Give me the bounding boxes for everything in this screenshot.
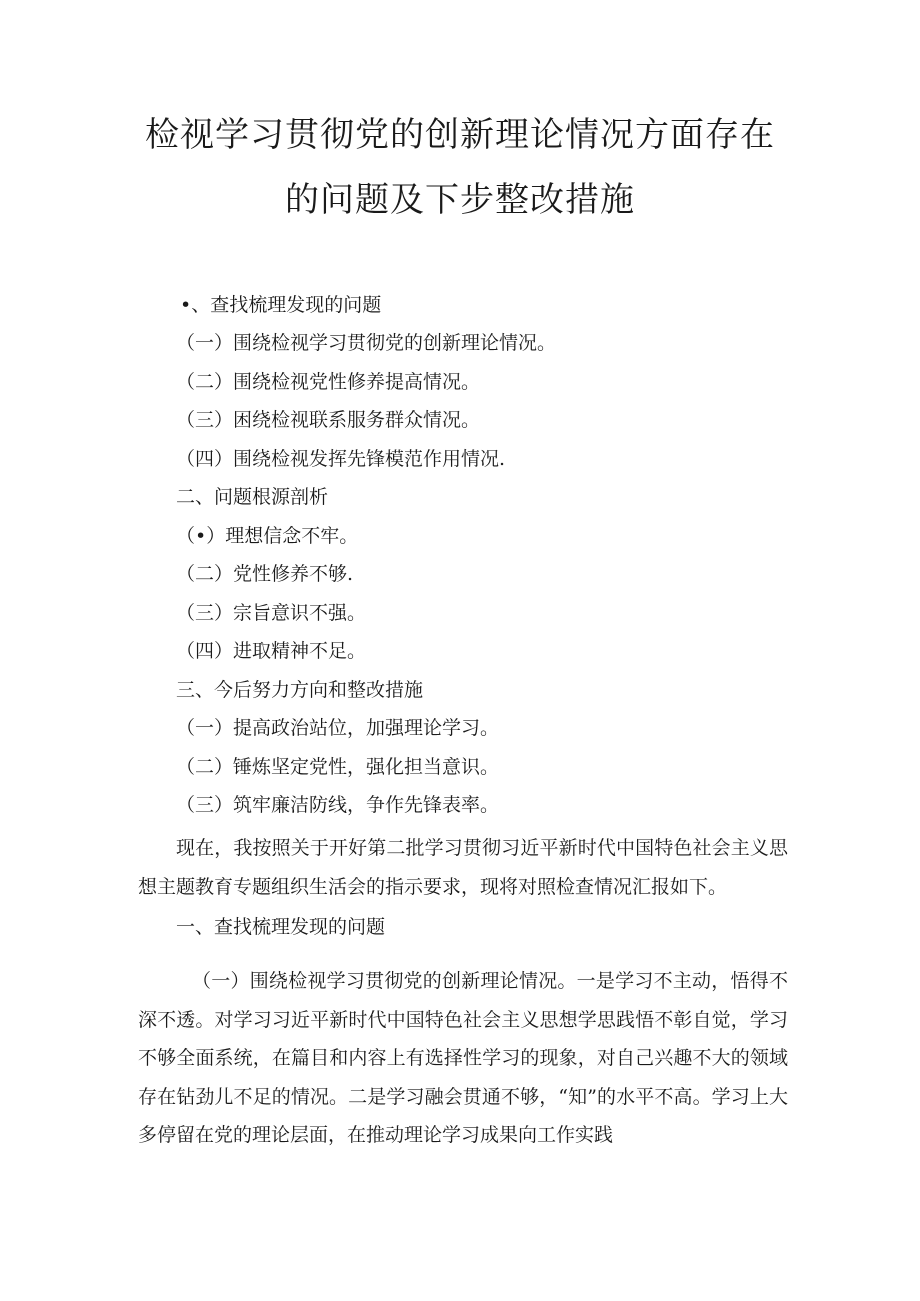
document-title-line-1: 检视学习贯彻党的创新理论情况方面存在 <box>145 115 775 155</box>
outline-heading-2: 二、问题根源剖析 <box>176 486 329 508</box>
outline-item-2-1: （•）理想信念不牢。 <box>176 525 359 547</box>
outline-item-1-4: （四）围绕检视发挥先锋模范作用情况. <box>176 448 506 470</box>
outline-item-3-3: （三）筑牢廉洁防线，争作先锋表率。 <box>176 794 500 816</box>
document-title-line-2: 的问题及下步整改措施 <box>285 180 635 220</box>
outline-heading-3: 三、今后努力方向和整改措施 <box>176 679 424 701</box>
outline-item-1-1: （一）围绕检视学习贯彻党的创新理论情况。 <box>176 332 557 354</box>
section-heading: 一、查找梳理发现的问题 <box>176 916 386 938</box>
intro-paragraph: 现在，我按照关于开好第二批学习贯彻习近平新时代中国特色社会主义思想主题教育专题组织生活会的指示要求，现将对照检查情况汇报如下。 <box>138 837 788 898</box>
outline-item-1-2: （二）围绕检视党性修养提高情况。 <box>176 371 481 393</box>
body-paragraph: （一）围绕检视学习贯彻党的创新理论情况。一是学习不主动，悟得不深不透。对学习习近平新时代中国特色社会主义思想学思践悟不彰自觉，学习不够全面系统，在篇目和内容上有选择性学习的现象，对自己兴趣不大的领域存在钻劲儿不足的情况。二是学习融会贯通不够，“知”的水平不高。学习上大多停留在党的理论层面，在推动理论学习成果向工作实践 <box>138 970 788 1147</box>
outline-heading-1: •、查找梳理发现的问题 <box>180 294 382 316</box>
outline-item-2-3: （三）宗旨意识不强。 <box>176 602 367 624</box>
outline-item-2-2: （二）党性修养不够. <box>176 563 354 585</box>
outline-item-2-4: （四）进取精神不足。 <box>176 640 367 662</box>
outline-item-3-2: （二）锤炼坚定党性，强化担当意识。 <box>176 756 500 778</box>
outline-item-3-1: （一）提高政治站位，加强理论学习。 <box>176 717 500 739</box>
outline-item-1-3: （三）困绕检视联系服务群众情况。 <box>176 409 481 431</box>
